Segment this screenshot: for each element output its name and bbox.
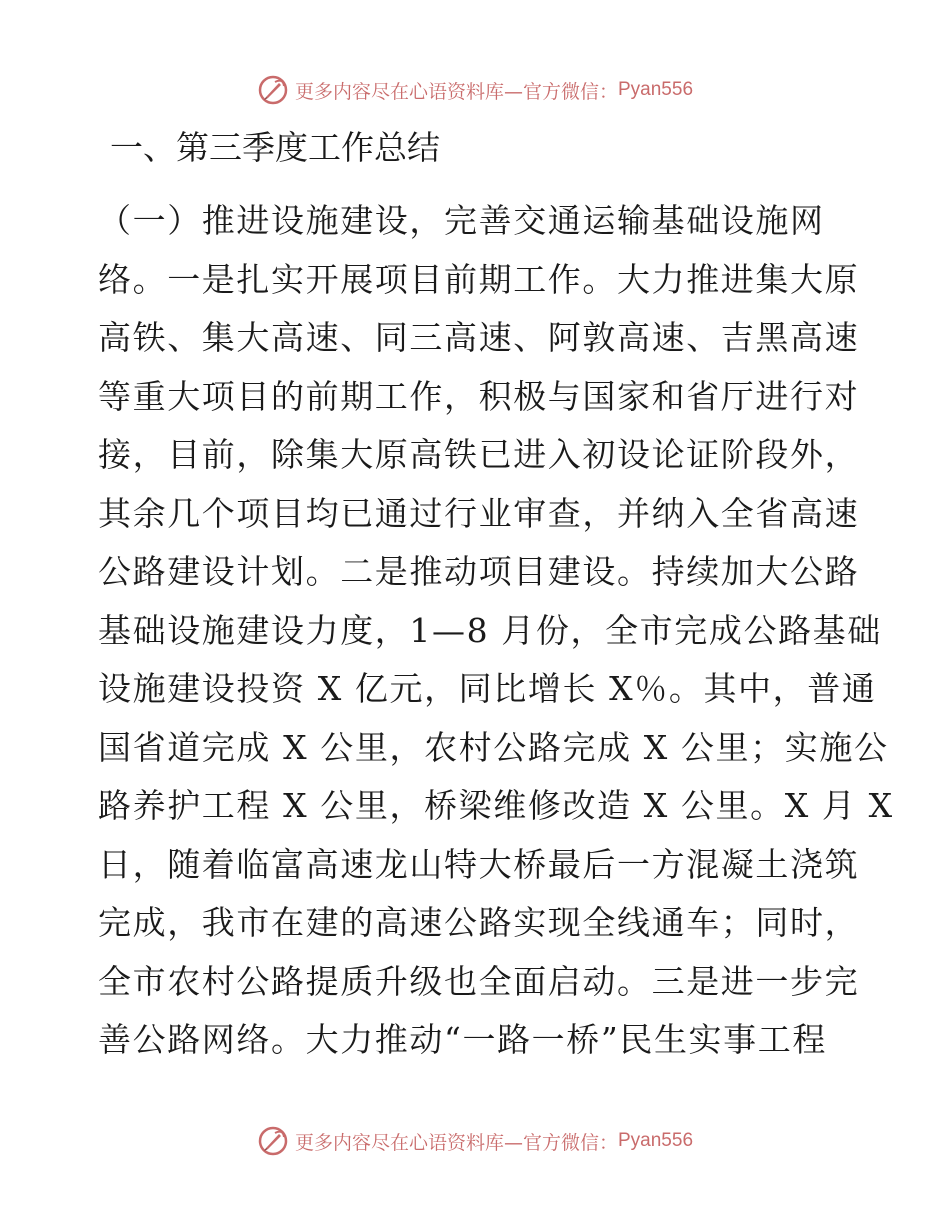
watermark-banner-bottom bbox=[0, 1121, 950, 1161]
quill-pen-logo-icon bbox=[257, 74, 289, 106]
text-line: 高铁、集大高速、同三高速、阿敦高速、吉黑高速 bbox=[98, 318, 860, 357]
text-line: 络。一是扎实开展项目前期工作。大力推进集大原 bbox=[98, 259, 860, 299]
body-paragraph bbox=[98, 196, 894, 1074]
text-line: 设施建设投资 X 亿元，同比增长 X％。其中，普通 bbox=[98, 669, 877, 708]
watermark-text: 更多内容尽在心语资料库—官方微信： bbox=[294, 80, 618, 103]
text-line: 基础设施建设力度，1—8 月份，全市完成公路基础 bbox=[98, 610, 882, 650]
text-line: 接，目前，除集大原高铁已进入初设论证阶段外， bbox=[98, 435, 860, 474]
text-line: （一）推进设施建设，完善交通运输基础设施网 bbox=[98, 201, 825, 240]
wechat-account: Pyan556 bbox=[618, 79, 694, 100]
quill-pen-logo-icon bbox=[257, 1125, 289, 1157]
text-line: 其余几个项目均已通过行业审查，并纳入全省高速 bbox=[98, 493, 860, 533]
watermark-banner-top bbox=[0, 70, 950, 110]
wechat-account: Pyan556 bbox=[618, 1130, 694, 1151]
text-line: 公路建设计划。二是推动项目建设。持续加大公路 bbox=[98, 552, 860, 591]
text-line: 完成，我市在建的高速公路实现全线通车；同时， bbox=[98, 903, 860, 942]
section-heading: 一、第三季度工作总结 bbox=[110, 128, 440, 167]
text-line: 日，随着临富高速龙山特大桥最后一方混凝土浇筑 bbox=[98, 844, 860, 884]
text-line: 路养护工程 X 公里，桥梁维修改造 X 公里。X 月 X bbox=[98, 786, 894, 825]
text-line: 善公路网络。大力推动“一路一桥”民生实事工程 bbox=[98, 1020, 827, 1059]
text-line: 全市农村公路提质升级也全面启动。三是进一步完 bbox=[98, 961, 860, 1001]
text-line: 等重大项目的前期工作，积极与国家和省厅进行对 bbox=[98, 376, 860, 416]
watermark-text: 更多内容尽在心语资料库—官方微信： bbox=[294, 1131, 618, 1154]
text-line: 国省道完成 X 公里，农村公路完成 X 公里；实施公 bbox=[98, 727, 889, 767]
